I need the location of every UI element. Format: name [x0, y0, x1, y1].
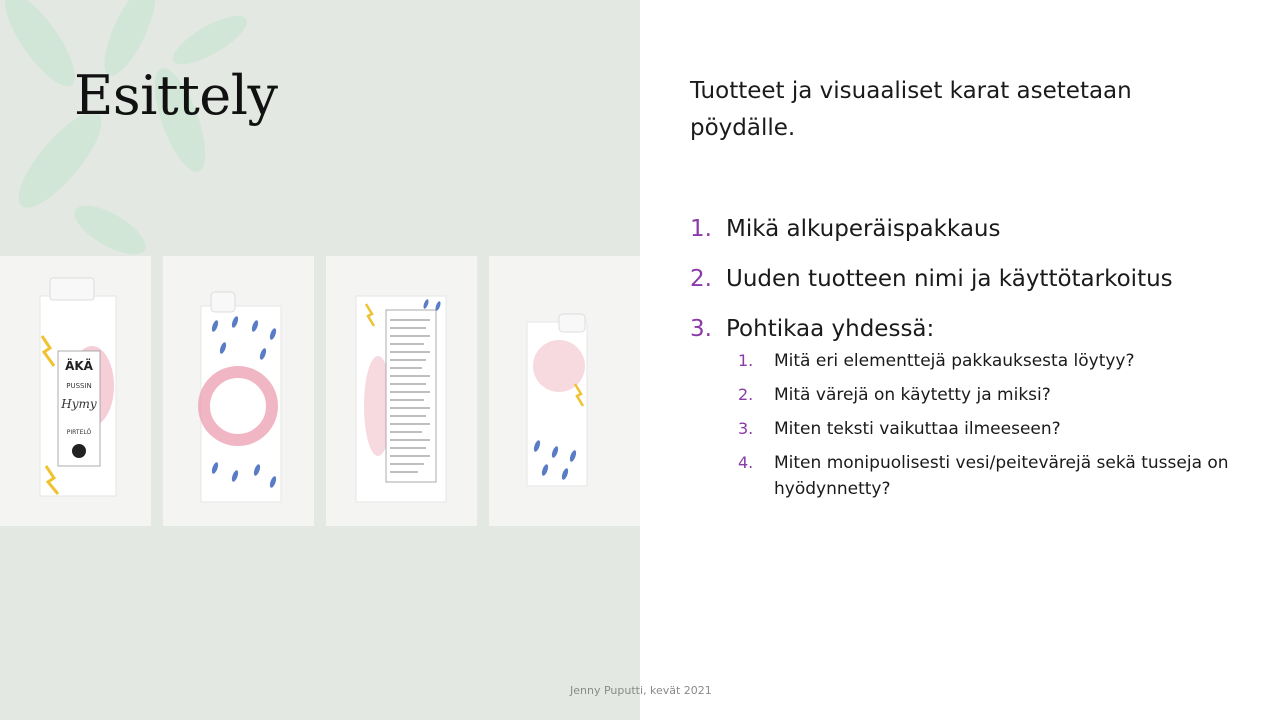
- package-photo-angle: [489, 256, 640, 526]
- step-text: Mikä alkuperäispakkaus: [726, 216, 1001, 242]
- step-item: [690, 254, 1250, 304]
- package-photo-back: [326, 256, 477, 526]
- leaf-decoration: [0, 0, 260, 260]
- substep-number: 4.: [738, 453, 754, 472]
- substep-number: 2.: [738, 385, 754, 404]
- slide-title: Esittely: [74, 64, 278, 127]
- step-item: [690, 304, 1250, 502]
- steps-list: [690, 204, 1250, 510]
- substep-number: 3.: [738, 419, 754, 438]
- step-number: 2.: [690, 266, 712, 292]
- package-photo-front: [0, 256, 151, 526]
- photo-strip: [0, 256, 640, 526]
- substep-text: Miten monipuolisesti vesi/peitevärejä sekä tusseja on hyödynnetty?: [774, 453, 1229, 499]
- package-line3: PIRTELÖ: [66, 429, 92, 436]
- substep-text: Miten teksti vaikuttaa ilmeeseen?: [774, 419, 1061, 439]
- substep-item: [738, 416, 1250, 442]
- package-line2: Hymy: [61, 397, 97, 411]
- step-text: Uuden tuotteen nimi ja käyttötarkoitus: [726, 266, 1173, 292]
- substep-text: Mitä eri elementtejä pakkauksesta löytyy?: [774, 351, 1135, 371]
- step-number: 3.: [690, 316, 712, 342]
- package-photo-side: [163, 256, 314, 526]
- step-text: Pohtikaa yhdessä:: [726, 316, 935, 342]
- substep-item: [738, 382, 1250, 408]
- substep-text: Mitä värejä on käytetty ja miksi?: [774, 385, 1051, 405]
- step-number: 1.: [690, 216, 712, 242]
- substep-item: [738, 450, 1250, 502]
- substep-item: [738, 348, 1250, 374]
- package-logo: ÄKÄ: [65, 359, 93, 373]
- substeps-list: [738, 348, 1250, 502]
- footer-credit: Jenny Puputti, kevät 2021: [570, 684, 712, 697]
- intro-text: Tuotteet ja visuaaliset karat asetetaan pöydälle.: [690, 78, 1132, 141]
- step-item: [690, 204, 1250, 254]
- substep-number: 1.: [738, 351, 754, 370]
- package-line1: PUSSIN: [66, 382, 92, 390]
